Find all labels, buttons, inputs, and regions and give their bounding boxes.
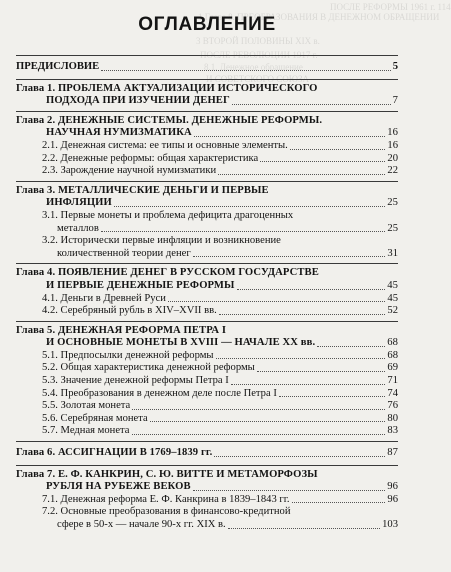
chapter-title-line: Глава 4. ПОЯВЛЕНИЕ ДЕНЕГ В РУССКОМ ГОСУДАРСТВЕ (16, 267, 319, 279)
entry-label: 5.3. Значение денежной реформы Петра I (42, 375, 229, 387)
leader-dots (194, 136, 385, 137)
toc-entry-chapter-2[interactable] (16, 112, 398, 181)
toc-subentry[interactable] (16, 375, 398, 388)
bleed-through-line: И СОВЕТСКОГО СОЮЗА (206, 74, 310, 84)
toc-subentry[interactable] (16, 388, 398, 401)
page-number: 71 (387, 375, 398, 387)
page-number: 20 (387, 152, 398, 164)
page-number: 22 (387, 165, 398, 177)
toc-subentry[interactable] (16, 153, 398, 166)
entry-label: 7.1. Денежная реформа Е. Ф. Канкрина в 1839–1843 гг. (42, 493, 290, 505)
page-title: ОГЛАВЛЕНИЕ (138, 14, 276, 35)
page-number: 87 (387, 447, 398, 459)
page-number: 45 (387, 279, 398, 291)
entry-label: 2.1. Денежная система: ее типы и основные элементы. (42, 139, 288, 151)
toc-subentry[interactable] (16, 362, 398, 375)
leader-dots (101, 70, 391, 71)
page-number: 16 (387, 139, 398, 151)
chapter-title-line: Глава 6. АССИГНАЦИИ В 1769–1839 гг. (16, 447, 213, 459)
page-number: 96 (387, 493, 398, 505)
chapter-title-line: ПОДХОДА ПРИ ИЗУЧЕНИИ ДЕНЕГ (46, 95, 230, 107)
leader-dots (260, 161, 385, 162)
bleed-through-line: ПОСЛЕ РЕФОРМЫ 1961 г. 114 (330, 2, 451, 12)
leader-dots (279, 396, 386, 397)
toc-subentry[interactable] (16, 293, 398, 306)
toc-entry-chapter-7[interactable] (16, 466, 398, 535)
toc-subentry[interactable] (16, 248, 398, 261)
chapter-title-line: Глава 3. МЕТАЛЛИЧЕСКИЕ ДЕНЬГИ И ПЕРВЫЕ (16, 184, 269, 196)
bleed-through-line: 8.1. Денежное обращение (204, 62, 303, 72)
bleed-through-line: ПОСЛЕ РЕВОЛЮЦИИ 1917 г. (200, 50, 318, 60)
leader-dots (231, 384, 386, 385)
toc-subentry[interactable] (16, 413, 398, 426)
leader-dots (132, 409, 385, 410)
page-number: 5 (392, 61, 398, 72)
entry-label: 5.5. Золотая монета (42, 400, 131, 412)
leader-dots (228, 528, 380, 529)
entry-label: 3.1. Первые монеты и проблема дефицита драгоценных (42, 209, 294, 221)
chapter-title-line: Глава 1. ПРОБЛЕМА АКТУАЛИЗАЦИИ ИСТОРИЧЕСКОГО (16, 82, 318, 94)
entry-label: 5.6. Серебряная монета (42, 412, 148, 424)
toc-subentry[interactable] (16, 165, 398, 178)
toc-subentry[interactable] (16, 140, 398, 153)
page-number: 31 (387, 247, 398, 259)
chapter-title-line: Глава 7. Е. Ф. КАНКРИН, С. Ю. ВИТТЕ И МЕТАМОРФОЗЫ (16, 468, 318, 480)
entry-label: 5.7. Медная монета (42, 425, 130, 437)
leader-dots (216, 358, 386, 359)
page-number: 103 (382, 519, 398, 530)
entry-label: 5.2. Общая характеристика денежной реформы (42, 362, 255, 374)
page-number: 25 (387, 222, 398, 234)
page-number: 76 (387, 400, 398, 412)
toc-entry-preface[interactable] (16, 56, 398, 79)
toc-subentry[interactable] (16, 494, 398, 507)
leader-dots (292, 502, 386, 503)
entry-label: 4.1. Деньги в Древней Руси (42, 292, 166, 304)
page-number: 74 (387, 387, 398, 399)
entry-label: ПРЕДИСЛОВИЕ (16, 61, 100, 72)
toc-subentry[interactable] (16, 305, 398, 318)
toc-subentry[interactable] (16, 400, 398, 413)
leader-dots (290, 149, 386, 150)
toc-entry-chapter-4[interactable] (16, 264, 398, 320)
toc-entry-chapter-6[interactable] (16, 442, 398, 465)
chapter-title-line: Глава 5. ДЕНЕЖНАЯ РЕФОРМА ПЕТРА I (16, 324, 227, 336)
page-number: 52 (387, 305, 398, 317)
toc-page (16, 0, 398, 535)
leader-dots (257, 371, 386, 372)
chapter-title-line: И ОСНОВНЫЕ МОНЕТЫ В XVIII — НАЧАЛЕ XX вв. (46, 337, 316, 349)
leader-dots (232, 104, 391, 105)
page-number: 16 (387, 127, 398, 139)
toc-subentry[interactable] (16, 350, 398, 363)
chapter-title-line: Глава 2. ДЕНЕЖНЫЕ СИСТЕМЫ. ДЕНЕЖНЫЕ РЕФОРМЫ. (16, 114, 323, 126)
entry-label: 2.3. Зарождение научной нумизматики (42, 165, 217, 177)
leader-dots (168, 301, 386, 302)
page-number: 45 (387, 292, 398, 304)
toc-entry-chapter-3[interactable] (16, 182, 398, 264)
leader-dots (193, 256, 386, 257)
page-number: 80 (387, 412, 398, 424)
leader-dots (237, 289, 386, 290)
leader-dots (214, 456, 385, 457)
entry-label: 5.1. Предпосылки денежной реформы (42, 349, 214, 361)
leader-dots (150, 421, 386, 422)
entry-label: 4.2. Серебряный рубль в XIV–XVII вв. (42, 305, 217, 317)
entry-label: 5.4. Преобразования в денежном деле после Петра I (42, 387, 277, 399)
toc-entry-chapter-1[interactable] (16, 80, 398, 111)
entry-label: 7.2. Основные преобразования в финансово-кредитной (42, 506, 291, 518)
leader-dots (193, 490, 386, 491)
chapter-title-line: РУБЛЯ НА РУБЕЖЕ ВЕКОВ (46, 481, 191, 493)
entry-label: 3.2. Исторически первые инфляции и возникновение (42, 235, 281, 247)
page-number: 69 (387, 362, 398, 374)
leader-dots (101, 231, 386, 232)
page-number: 83 (387, 425, 398, 437)
page-number: 68 (387, 349, 398, 361)
leader-dots (219, 314, 386, 315)
chapter-title-line: И ПЕРВЫЕ ДЕНЕЖНЫЕ РЕФОРМЫ (46, 279, 235, 291)
entry-label: 2.2. Денежные реформы: общая характеристика (42, 152, 259, 164)
toc-subentry[interactable] (16, 223, 398, 236)
toc-subentry[interactable] (16, 519, 398, 532)
bleed-through-line: 3 ВТОРОЙ ПОЛОВИНЫ XIX в. (196, 36, 320, 46)
page-number: 25 (387, 197, 398, 209)
leader-dots (218, 174, 385, 175)
toc-entry-chapter-5[interactable] (16, 322, 398, 441)
leader-dots (114, 206, 385, 207)
leader-dots (132, 434, 386, 435)
entry-label: количественной теории денег (57, 247, 191, 259)
leader-dots (317, 346, 385, 347)
page-number: 7 (392, 95, 398, 107)
bleed-through-line: 1 Глава 8. ПРЕОБРАЗОВАНИЯ В ДЕНЕЖНОМ ОБРАЩЕНИИ (198, 12, 440, 22)
page-number: 68 (387, 337, 398, 349)
entry-label: металлов (57, 222, 99, 234)
toc-subentry[interactable] (16, 425, 398, 438)
page-number: 96 (387, 481, 398, 493)
chapter-title-line: ИНФЛЯЦИИ (46, 197, 112, 209)
entry-label: сфере в 50-х — начале 90-х гг. XIX в. (57, 519, 226, 530)
chapter-title-line: НАУЧНАЯ НУМИЗМАТИКА (46, 127, 192, 139)
